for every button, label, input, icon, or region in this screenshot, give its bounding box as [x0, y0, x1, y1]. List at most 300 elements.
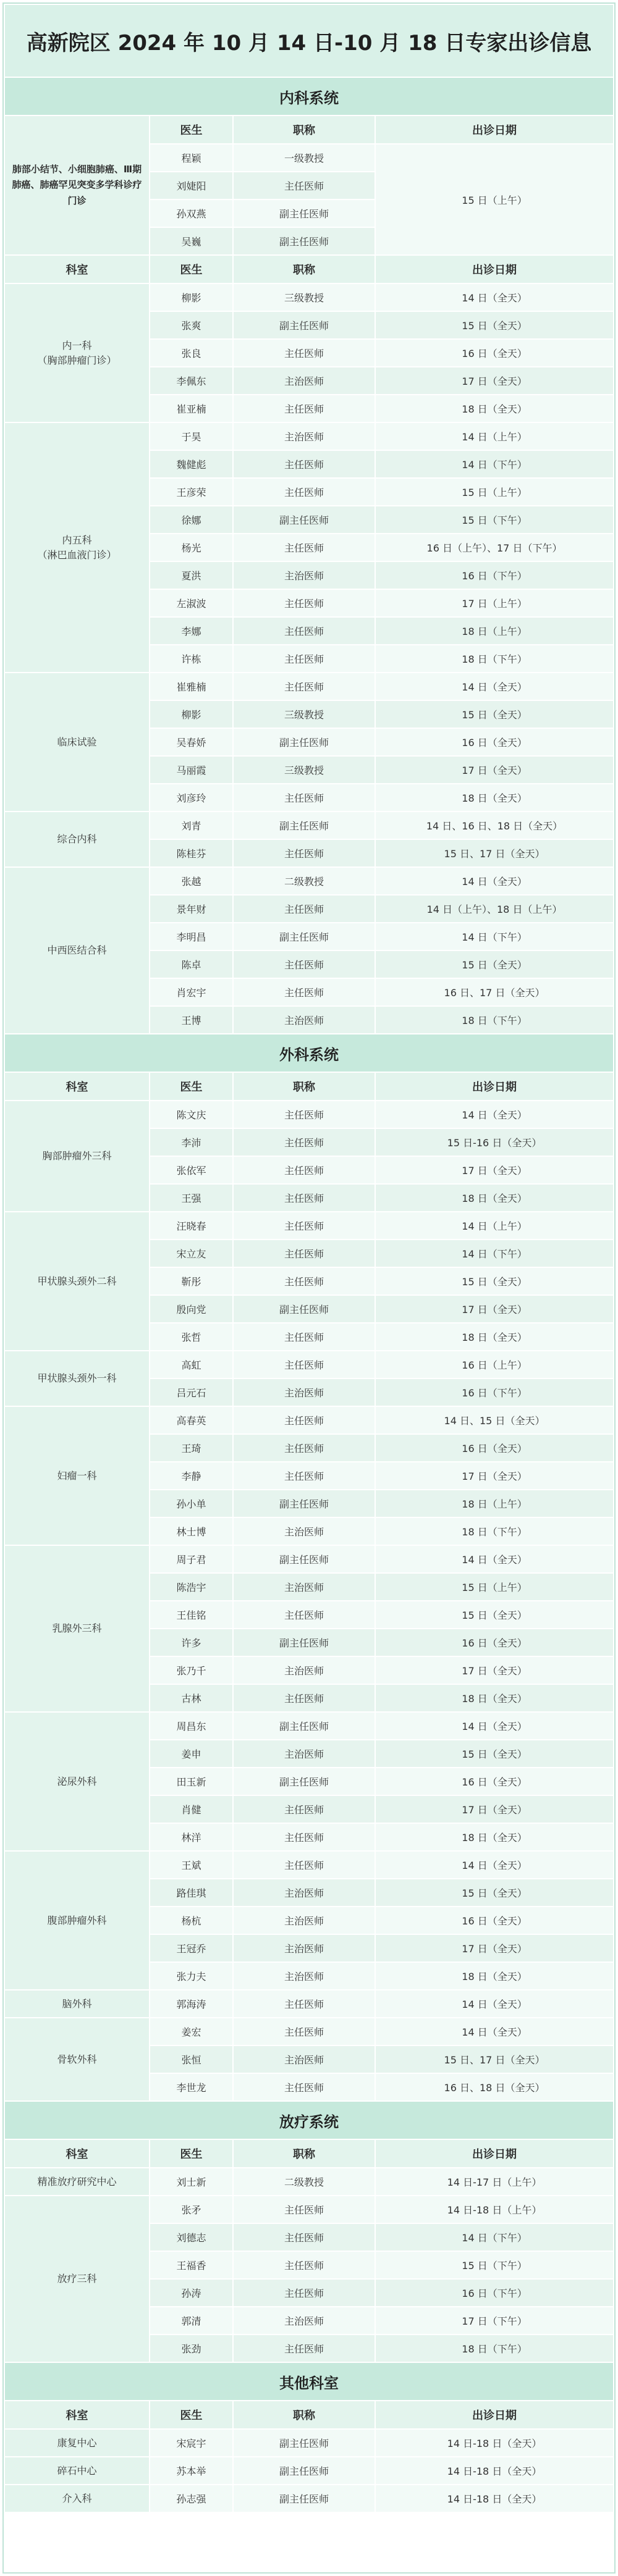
doctor-title: 主治医师 [233, 1907, 375, 1934]
clinic-date: 17 日（全天） [375, 1934, 614, 1962]
doctor-title: 副主任医师 [233, 1768, 375, 1795]
clinic-date: 18 日（下午） [375, 2335, 614, 2362]
clinic-date: 14 日（下午） [375, 450, 614, 478]
doctor-title: 主任医师 [233, 1101, 375, 1128]
section-title: 放疗系统 [4, 2101, 614, 2139]
dept-name: 碎石中心 [4, 2457, 150, 2485]
clinic-date: 14 日（全天） [375, 1712, 614, 1740]
header-dept: 科室 [4, 1072, 150, 1101]
doctor-title: 主任医师 [233, 1684, 375, 1712]
header-dept: 科室 [4, 255, 150, 283]
title-row [4, 4, 614, 77]
doctor-name: 张劲 [150, 2335, 233, 2362]
doctor-name: 刘彦玲 [150, 784, 233, 812]
clinic-date: 15 日（上午） [375, 478, 614, 506]
doctor-name: 姜宏 [150, 2018, 233, 2045]
clinic-date: 18 日（全天） [375, 1962, 614, 1990]
doctor-title: 主任医师 [233, 1323, 375, 1351]
table-row [4, 1406, 614, 1434]
doctor-title: 副主任医师 [233, 311, 375, 339]
doctor-name: 孙小单 [150, 1490, 233, 1517]
doctor-name: 左淑波 [150, 589, 233, 617]
dept-name: 中西医结合科 [4, 867, 150, 1034]
clinic-date: 15 日（全天） [375, 950, 614, 978]
doctor-title: 二级教授 [233, 867, 375, 895]
doctor-title: 副主任医师 [233, 199, 375, 227]
doctor-title: 主任医师 [233, 784, 375, 812]
doctor-name: 张良 [150, 339, 233, 367]
doctor-name: 张乃千 [150, 1656, 233, 1684]
header-title: 职称 [233, 2139, 375, 2168]
doctor-title: 主任医师 [233, 1851, 375, 1879]
clinic-date: 15 日（上午） [375, 144, 614, 255]
doctor-title: 主任医师 [233, 1267, 375, 1295]
clinic-date: 15 日（全天） [375, 1740, 614, 1768]
doctor-title: 主治医师 [233, 2307, 375, 2335]
clinic-date: 16 日（全天） [375, 339, 614, 367]
doctor-title: 主任医师 [233, 2223, 375, 2251]
doctor-name: 张依军 [150, 1156, 233, 1184]
doctor-title: 主治医师 [233, 561, 375, 589]
doctor-name: 杨光 [150, 534, 233, 561]
clinic-date: 18 日（全天） [375, 395, 614, 422]
section-row [4, 2362, 614, 2401]
doctor-title: 主任医师 [233, 1406, 375, 1434]
doctor-name: 高虹 [150, 1351, 233, 1378]
doctor-name: 李静 [150, 1462, 233, 1490]
doctor-name: 路佳琪 [150, 1879, 233, 1907]
section-row [4, 1034, 614, 1072]
header-date: 出诊日期 [375, 255, 614, 283]
doctor-title: 主任医师 [233, 1462, 375, 1490]
clinic-date: 14 日（上午） [375, 1212, 614, 1240]
doctor-title: 主任医师 [233, 2335, 375, 2362]
doctor-name: 张矛 [150, 2196, 233, 2223]
doctor-title: 副主任医师 [233, 812, 375, 839]
doctor-name: 程颖 [150, 144, 233, 172]
doctor-title: 主任医师 [233, 839, 375, 867]
header-doctor: 医生 [150, 255, 233, 283]
doctor-name: 陈桂芬 [150, 839, 233, 867]
doctor-title: 主任医师 [233, 2279, 375, 2307]
doctor-name: 郭海涛 [150, 1990, 233, 2018]
table-row [4, 1351, 614, 1378]
doctor-name: 肖健 [150, 1795, 233, 1823]
dept-name: 肺部小结节、小细胞肺癌、Ⅲ期肺癌、肺癌罕见突变多学科诊疗门诊 [4, 115, 150, 255]
doctor-title: 主任医师 [233, 1351, 375, 1378]
doctor-title: 主任医师 [233, 1823, 375, 1851]
dept-name: 骨软外科 [4, 2018, 150, 2101]
doctor-title: 主任医师 [233, 2018, 375, 2045]
doctor-title: 一级教授 [233, 144, 375, 172]
clinic-date: 17 日（全天） [375, 1295, 614, 1323]
table-row [4, 812, 614, 839]
dept-name: 泌尿外科 [4, 1712, 150, 1851]
clinic-date: 17 日（全天） [375, 1656, 614, 1684]
doctor-name: 王博 [150, 1006, 233, 1034]
section-title: 内科系统 [4, 77, 614, 115]
dept-name: 脑外科 [4, 1990, 150, 2018]
doctor-name: 张恒 [150, 2045, 233, 2073]
clinic-date: 16 日、18 日（全天） [375, 2073, 614, 2101]
clinic-date: 16 日（下午） [375, 1378, 614, 1406]
header-dept: 科室 [4, 2139, 150, 2168]
clinic-date: 16 日（上午） [375, 1351, 614, 1378]
table-row [4, 2018, 614, 2045]
doctor-name: 王斌 [150, 1851, 233, 1879]
clinic-date: 15 日（全天） [375, 1879, 614, 1907]
schedule-table [4, 4, 614, 2513]
table-row [4, 1851, 614, 1879]
doctor-name: 陈文庆 [150, 1101, 233, 1128]
table-row [4, 2429, 614, 2457]
doctor-title: 副主任医师 [233, 1545, 375, 1573]
doctor-name: 李世龙 [150, 2073, 233, 2101]
column-header-row [4, 255, 614, 283]
clinic-date: 14 日（下午） [375, 2223, 614, 2251]
clinic-date: 14 日（全天） [375, 867, 614, 895]
clinic-date: 15 日（全天） [375, 700, 614, 728]
doctor-title: 副主任医师 [233, 2429, 375, 2457]
doctor-name: 李沛 [150, 1128, 233, 1156]
dept-name: 妇瘤一科 [4, 1406, 150, 1545]
doctor-title: 副主任医师 [233, 2457, 375, 2485]
doctor-name: 李佩东 [150, 367, 233, 395]
doctor-title: 主任医师 [233, 1795, 375, 1823]
dept-name: 胸部肿瘤外三科 [4, 1101, 150, 1212]
doctor-title: 副主任医师 [233, 1295, 375, 1323]
doctor-name: 殷向党 [150, 1295, 233, 1323]
clinic-date: 14 日-18 日（全天） [375, 2429, 614, 2457]
dept-name: 乳腺外三科 [4, 1545, 150, 1712]
dept-name: 内一科 （胸部肿瘤门诊） [4, 283, 150, 422]
clinic-date: 16 日（全天） [375, 1629, 614, 1656]
clinic-date: 18 日（上午） [375, 617, 614, 645]
clinic-date: 18 日（全天） [375, 1823, 614, 1851]
clinic-date: 14 日-17 日（上午） [375, 2168, 614, 2196]
dept-name: 综合内科 [4, 812, 150, 867]
header-doctor: 医生 [150, 2139, 233, 2168]
doctor-name: 姜申 [150, 1740, 233, 1768]
clinic-date: 14 日（全天） [375, 1851, 614, 1879]
clinic-date: 16 日（全天） [375, 1907, 614, 1934]
doctor-title: 主任医师 [233, 1128, 375, 1156]
column-header-row [4, 2401, 614, 2429]
doctor-name: 许多 [150, 1629, 233, 1656]
header-dept: 科室 [4, 2401, 150, 2429]
header-date: 出诊日期 [375, 115, 614, 144]
clinic-date: 16 日（全天） [375, 1768, 614, 1795]
dept-name: 精准放疗研究中心 [4, 2168, 150, 2196]
doctor-name: 王强 [150, 1184, 233, 1212]
doctor-title: 主任医师 [233, 1240, 375, 1267]
clinic-date: 15 日（全天） [375, 311, 614, 339]
clinic-date: 14 日-18 日（全天） [375, 2457, 614, 2485]
header-title: 职称 [233, 255, 375, 283]
clinic-date: 16 日、17 日（全天） [375, 978, 614, 1006]
clinic-date: 16 日（上午）、17 日（下午） [375, 534, 614, 561]
header-date: 出诊日期 [375, 2139, 614, 2168]
table-row [4, 1990, 614, 2018]
doctor-name: 刘婕阳 [150, 172, 233, 199]
doctor-name: 宋宸宇 [150, 2429, 233, 2457]
clinic-date: 14 日（上午） [375, 422, 614, 450]
page-title: 高新院区 2024 年 10 月 14 日-10 月 18 日专家出诊信息 [4, 4, 614, 77]
doctor-name: 田玉新 [150, 1768, 233, 1795]
doctor-name: 高春英 [150, 1406, 233, 1434]
doctor-title: 主任医师 [233, 2073, 375, 2101]
doctor-name: 肖宏宇 [150, 978, 233, 1006]
doctor-title: 主治医师 [233, 1934, 375, 1962]
doctor-name: 于昊 [150, 422, 233, 450]
clinic-date: 17 日（全天） [375, 1156, 614, 1184]
clinic-date: 18 日（下午） [375, 1006, 614, 1034]
header-date: 出诊日期 [375, 2401, 614, 2429]
table-row [4, 2485, 614, 2512]
doctor-title: 副主任医师 [233, 923, 375, 950]
table-row [4, 422, 614, 450]
doctor-name: 柳影 [150, 700, 233, 728]
table-row [4, 1712, 614, 1740]
clinic-date: 15 日（全天） [375, 1267, 614, 1295]
doctor-name: 周子君 [150, 1545, 233, 1573]
clinic-date: 18 日（下午） [375, 645, 614, 673]
clinic-date: 14 日（全天） [375, 1545, 614, 1573]
doctor-title: 主治医师 [233, 1962, 375, 1990]
doctor-name: 夏洪 [150, 561, 233, 589]
doctor-title: 主治医师 [233, 367, 375, 395]
doctor-name: 崔雅楠 [150, 673, 233, 700]
table-row [4, 2168, 614, 2196]
doctor-name: 杨杭 [150, 1907, 233, 1934]
clinic-date: 14 日（下午） [375, 1240, 614, 1267]
doctor-name: 王福香 [150, 2251, 233, 2279]
clinic-date: 17 日（全天） [375, 367, 614, 395]
doctor-name: 吴春娇 [150, 728, 233, 756]
column-header-row [4, 115, 614, 144]
table-row [4, 867, 614, 895]
doctor-name: 刘青 [150, 812, 233, 839]
doctor-title: 主任医师 [233, 395, 375, 422]
clinic-date: 17 日（全天） [375, 1795, 614, 1823]
dept-name: 腹部肿瘤外科 [4, 1851, 150, 1990]
clinic-date: 14 日、16 日、18 日（全天） [375, 812, 614, 839]
dept-name: 放疗三科 [4, 2196, 150, 2362]
clinic-date: 14 日（上午）、18 日（上午） [375, 895, 614, 923]
doctor-title: 主任医师 [233, 1184, 375, 1212]
header-doctor: 医生 [150, 115, 233, 144]
doctor-title: 主任医师 [233, 2251, 375, 2279]
doctor-title: 主任医师 [233, 1434, 375, 1462]
dept-name: 甲状腺头颈外二科 [4, 1212, 150, 1351]
clinic-date: 17 日（上午） [375, 589, 614, 617]
doctor-title: 主治医师 [233, 1006, 375, 1034]
clinic-date: 15 日（下午） [375, 506, 614, 534]
clinic-date: 18 日（全天） [375, 1323, 614, 1351]
clinic-date: 14 日-18 日（上午） [375, 2196, 614, 2223]
table-row [4, 2196, 614, 2223]
table-row [4, 1212, 614, 1240]
doctor-name: 李娜 [150, 617, 233, 645]
doctor-name: 靳彤 [150, 1267, 233, 1295]
doctor-title: 主任医师 [233, 589, 375, 617]
doctor-name: 刘士新 [150, 2168, 233, 2196]
doctor-name: 孙涛 [150, 2279, 233, 2307]
header-date: 出诊日期 [375, 1072, 614, 1101]
clinic-date: 18 日（全天） [375, 784, 614, 812]
schedule-body [4, 4, 614, 2512]
doctor-name: 柳影 [150, 283, 233, 311]
doctor-name: 景年财 [150, 895, 233, 923]
doctor-title: 主任医师 [233, 339, 375, 367]
doctor-title: 三级教授 [233, 756, 375, 784]
doctor-title: 主治医师 [233, 2045, 375, 2073]
clinic-date: 18 日（全天） [375, 1184, 614, 1212]
doctor-name: 古林 [150, 1684, 233, 1712]
table-row [4, 1545, 614, 1573]
table-row [4, 2457, 614, 2485]
doctor-title: 主任医师 [233, 1990, 375, 2018]
doctor-title: 主任医师 [233, 673, 375, 700]
doctor-name: 孙志强 [150, 2485, 233, 2512]
doctor-title: 副主任医师 [233, 2485, 375, 2512]
clinic-date: 16 日（全天） [375, 728, 614, 756]
clinic-date: 15 日、17 日（全天） [375, 2045, 614, 2073]
clinic-date: 16 日（下午） [375, 561, 614, 589]
dept-name: 临床试验 [4, 673, 150, 812]
doctor-name: 郭清 [150, 2307, 233, 2335]
dept-name: 介入科 [4, 2485, 150, 2512]
header-title: 职称 [233, 115, 375, 144]
clinic-date: 18 日（下午） [375, 1517, 614, 1545]
doctor-name: 马丽霞 [150, 756, 233, 784]
header-title: 职称 [233, 2401, 375, 2429]
doctor-title: 主任医师 [233, 1156, 375, 1184]
doctor-title: 副主任医师 [233, 227, 375, 255]
clinic-date: 14 日（全天） [375, 2018, 614, 2045]
schedule-frame [2, 2, 616, 2574]
doctor-title: 主治医师 [233, 1378, 375, 1406]
doctor-title: 主任医师 [233, 645, 375, 673]
clinic-date: 15 日（上午） [375, 1573, 614, 1601]
doctor-title: 三级教授 [233, 700, 375, 728]
doctor-name: 魏健彪 [150, 450, 233, 478]
header-doctor: 医生 [150, 1072, 233, 1101]
doctor-title: 主任医师 [233, 1212, 375, 1240]
clinic-date: 15 日-16 日（全天） [375, 1128, 614, 1156]
doctor-title: 主治医师 [233, 1573, 375, 1601]
doctor-title: 主治医师 [233, 1740, 375, 1768]
doctor-name: 张爽 [150, 311, 233, 339]
doctor-title: 主任医师 [233, 1601, 375, 1629]
doctor-name: 陈浩宇 [150, 1573, 233, 1601]
doctor-title: 主任医师 [233, 950, 375, 978]
doctor-title: 主治医师 [233, 1517, 375, 1545]
doctor-name: 王琦 [150, 1434, 233, 1462]
doctor-name: 张哲 [150, 1323, 233, 1351]
doctor-title: 副主任医师 [233, 506, 375, 534]
table-row [4, 1101, 614, 1128]
doctor-title: 主任医师 [233, 617, 375, 645]
dept-name: 内五科 （淋巴血液门诊） [4, 422, 150, 673]
dept-name: 甲状腺头颈外一科 [4, 1351, 150, 1406]
clinic-date: 15 日（全天） [375, 1601, 614, 1629]
doctor-name: 王佳铭 [150, 1601, 233, 1629]
doctor-name: 陈卓 [150, 950, 233, 978]
clinic-date: 14 日（全天） [375, 1101, 614, 1128]
clinic-date: 18 日（全天） [375, 1684, 614, 1712]
doctor-name: 王冠乔 [150, 1934, 233, 1962]
doctor-title: 副主任医师 [233, 728, 375, 756]
clinic-date: 18 日（上午） [375, 1490, 614, 1517]
doctor-name: 孙双燕 [150, 199, 233, 227]
doctor-title: 主治医师 [233, 422, 375, 450]
doctor-title: 副主任医师 [233, 1712, 375, 1740]
doctor-title: 主治医师 [233, 1656, 375, 1684]
clinic-date: 14 日（下午） [375, 923, 614, 950]
doctor-name: 周昌东 [150, 1712, 233, 1740]
column-header-row [4, 2139, 614, 2168]
doctor-name: 苏本举 [150, 2457, 233, 2485]
doctor-title: 主任医师 [233, 978, 375, 1006]
header-doctor: 医生 [150, 2401, 233, 2429]
doctor-title: 主任医师 [233, 2196, 375, 2223]
doctor-title: 副主任医师 [233, 1629, 375, 1656]
doctor-title: 三级教授 [233, 283, 375, 311]
table-row [4, 283, 614, 311]
doctor-name: 林洋 [150, 1823, 233, 1851]
clinic-date: 14 日（全天） [375, 1990, 614, 2018]
clinic-date: 16 日（下午） [375, 2279, 614, 2307]
doctor-name: 张越 [150, 867, 233, 895]
clinic-date: 14 日-18 日（全天） [375, 2485, 614, 2512]
doctor-name: 汪晓春 [150, 1212, 233, 1240]
section-row [4, 77, 614, 115]
dept-name: 康复中心 [4, 2429, 150, 2457]
doctor-name: 李明昌 [150, 923, 233, 950]
doctor-name: 许栋 [150, 645, 233, 673]
doctor-name: 林士博 [150, 1517, 233, 1545]
clinic-date: 15 日、17 日（全天） [375, 839, 614, 867]
clinic-date: 17 日（全天） [375, 1462, 614, 1490]
doctor-name: 刘德志 [150, 2223, 233, 2251]
doctor-name: 崔亚楠 [150, 395, 233, 422]
doctor-name: 王彦荣 [150, 478, 233, 506]
doctor-title: 主任医师 [233, 172, 375, 199]
section-title: 其他科室 [4, 2362, 614, 2401]
header-title: 职称 [233, 1072, 375, 1101]
doctor-name: 张力夫 [150, 1962, 233, 1990]
doctor-title: 主任医师 [233, 895, 375, 923]
doctor-title: 主任医师 [233, 534, 375, 561]
clinic-date: 14 日、15 日（全天） [375, 1406, 614, 1434]
clinic-date: 14 日（全天） [375, 283, 614, 311]
clinic-date: 17 日（下午） [375, 2307, 614, 2335]
doctor-title: 主任医师 [233, 450, 375, 478]
section-row [4, 2101, 614, 2139]
doctor-name: 吴巍 [150, 227, 233, 255]
column-header-row [4, 1072, 614, 1101]
clinic-date: 17 日（全天） [375, 756, 614, 784]
doctor-title: 主治医师 [233, 1879, 375, 1907]
doctor-title: 二级教授 [233, 2168, 375, 2196]
table-row [4, 673, 614, 700]
doctor-title: 主任医师 [233, 478, 375, 506]
doctor-name: 徐娜 [150, 506, 233, 534]
doctor-title: 副主任医师 [233, 1490, 375, 1517]
clinic-date: 15 日（下午） [375, 2251, 614, 2279]
doctor-name: 宋立友 [150, 1240, 233, 1267]
